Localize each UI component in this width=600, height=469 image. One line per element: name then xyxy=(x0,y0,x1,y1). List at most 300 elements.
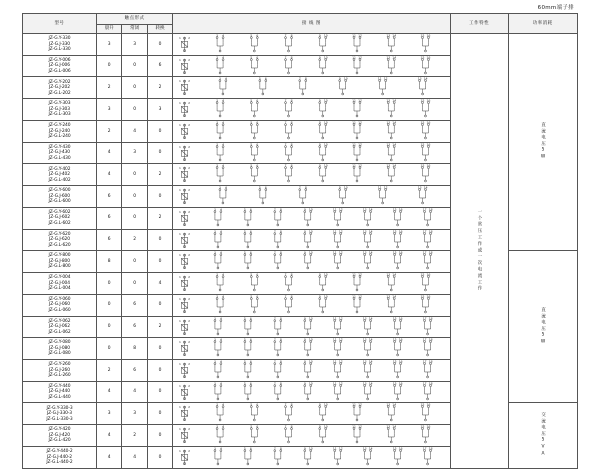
svg-text:1: 1 xyxy=(179,35,182,40)
cell-contact-mid: 0 xyxy=(122,273,147,295)
wiring-diagram xyxy=(173,99,449,120)
svg-text:10: 10 xyxy=(309,207,313,212)
header-row-1 xyxy=(23,14,578,25)
svg-text:3: 3 xyxy=(219,77,222,81)
svg-text:14: 14 xyxy=(392,34,397,38)
model-code: JZ-G.Y-440 xyxy=(48,383,71,389)
model-code: JZ-G.L-602 xyxy=(48,220,71,226)
svg-text:7: 7 xyxy=(274,446,277,451)
svg-text:13: 13 xyxy=(386,273,391,277)
model-code: JZ-G.Y-440-2 xyxy=(46,449,73,455)
wiring-diagram xyxy=(173,382,449,403)
svg-text:11: 11 xyxy=(352,164,357,168)
model-code: JZ-G.Y-602 xyxy=(48,209,71,215)
svg-text:13: 13 xyxy=(386,34,391,38)
svg-text:8: 8 xyxy=(290,34,293,38)
svg-text:13: 13 xyxy=(386,403,391,407)
svg-text:12: 12 xyxy=(358,164,363,168)
svg-text:14: 14 xyxy=(392,164,397,168)
model-code: JZ-G.Y-260 xyxy=(48,362,71,368)
model-code: JZ-G.J-062 xyxy=(49,324,70,330)
cell-wiring-diagram xyxy=(173,403,450,425)
model-code: JZ-G.L-260 xyxy=(48,373,71,379)
svg-text:8: 8 xyxy=(280,229,283,233)
cell-wiring-diagram xyxy=(173,186,450,208)
svg-text:18: 18 xyxy=(428,229,433,233)
model-code: JZ-G.L-202 xyxy=(48,90,71,96)
cell-contact-down: 0 xyxy=(147,360,172,382)
model-code: JZ-G.L-240 xyxy=(48,134,71,140)
svg-text:2: 2 xyxy=(188,79,191,84)
svg-text:8: 8 xyxy=(305,186,308,190)
model-code: JZ-G.J-440-2 xyxy=(46,454,73,460)
svg-text:13: 13 xyxy=(386,99,391,103)
svg-text:6: 6 xyxy=(250,251,253,255)
cell-contact-down: 0 xyxy=(147,142,172,164)
svg-text:8: 8 xyxy=(290,164,293,168)
svg-text:5: 5 xyxy=(250,120,253,125)
svg-text:18: 18 xyxy=(428,316,433,320)
wiring-diagram xyxy=(173,164,449,185)
svg-text:6: 6 xyxy=(250,316,253,320)
svg-text:16: 16 xyxy=(426,425,431,429)
svg-text:6: 6 xyxy=(250,360,253,364)
svg-text:9: 9 xyxy=(339,77,341,81)
svg-text:15: 15 xyxy=(393,360,397,364)
svg-text:8: 8 xyxy=(290,273,293,277)
svg-text:11: 11 xyxy=(352,425,357,429)
svg-text:7: 7 xyxy=(284,99,287,103)
svg-text:11: 11 xyxy=(352,34,357,38)
svg-text:7: 7 xyxy=(274,381,277,386)
model-code: JZ-G.J-602 xyxy=(49,215,70,221)
svg-text:10: 10 xyxy=(324,164,328,168)
cell-power-consumption: 交流电压5VA xyxy=(508,403,577,468)
cell-contact-mid: 3 xyxy=(122,403,147,425)
svg-text:5: 5 xyxy=(244,316,247,320)
cell-contact-mid: 0 xyxy=(122,99,147,121)
svg-text:2: 2 xyxy=(188,253,191,258)
cell-contact-down: 4 xyxy=(147,273,172,295)
table-row xyxy=(23,34,578,56)
svg-text:10: 10 xyxy=(324,294,328,299)
cell-characteristic: 一个常压工作或一次电流工作 xyxy=(450,34,508,469)
cell-contact-up: 2 xyxy=(96,77,121,99)
svg-text:4: 4 xyxy=(222,55,225,60)
svg-text:12: 12 xyxy=(339,229,343,233)
svg-text:10: 10 xyxy=(324,273,328,277)
svg-text:7: 7 xyxy=(284,425,287,429)
svg-text:11: 11 xyxy=(333,251,337,255)
svg-text:16: 16 xyxy=(426,142,431,146)
svg-text:16: 16 xyxy=(426,34,431,38)
model-code: JZ-G.J-202 xyxy=(49,85,70,91)
model-code: JZ-G.Y-330 xyxy=(48,36,71,42)
cell-contact-down: 2 xyxy=(147,207,172,229)
cell-contact-down: 0 xyxy=(147,403,172,425)
cell-contact-up: 4 xyxy=(96,164,121,186)
cell-contact-mid: 2 xyxy=(122,229,147,251)
svg-text:17: 17 xyxy=(422,360,427,364)
svg-text:14: 14 xyxy=(392,273,397,277)
svg-text:14: 14 xyxy=(369,446,373,451)
svg-text:5: 5 xyxy=(250,99,253,103)
col-header-model: 型号 xyxy=(23,14,97,34)
svg-text:13: 13 xyxy=(386,120,391,125)
svg-text:16: 16 xyxy=(426,403,431,407)
svg-text:7: 7 xyxy=(284,403,287,407)
col-header-power: 功率消耗 xyxy=(508,14,577,34)
svg-text:12: 12 xyxy=(358,55,363,60)
wiring-diagram xyxy=(173,317,449,338)
cell-wiring-diagram xyxy=(173,142,450,164)
svg-text:18: 18 xyxy=(428,381,433,386)
svg-text:3: 3 xyxy=(216,34,219,38)
svg-text:4: 4 xyxy=(220,360,223,364)
wiring-diagram xyxy=(173,425,449,446)
cell-wiring-diagram xyxy=(173,316,450,338)
cell-contact-up: 2 xyxy=(96,360,121,382)
model-code: JZ-G.Y-006 xyxy=(48,57,71,63)
svg-text:14: 14 xyxy=(369,381,373,386)
cell-contact-up: 6 xyxy=(96,186,121,208)
cell-contact-down: 2 xyxy=(147,164,172,186)
svg-text:1: 1 xyxy=(179,427,182,432)
cell-contact-up: 4 xyxy=(96,381,121,403)
svg-text:14: 14 xyxy=(392,142,397,146)
svg-text:4: 4 xyxy=(222,273,225,277)
svg-text:8: 8 xyxy=(280,446,283,451)
svg-text:16: 16 xyxy=(399,360,403,364)
svg-text:5: 5 xyxy=(250,294,253,299)
svg-text:3: 3 xyxy=(216,425,219,429)
svg-text:17: 17 xyxy=(422,316,427,320)
svg-text:2: 2 xyxy=(188,427,191,432)
svg-text:6: 6 xyxy=(250,207,253,212)
cell-contact-mid: 2 xyxy=(122,425,147,447)
svg-text:7: 7 xyxy=(284,273,287,277)
svg-text:5: 5 xyxy=(244,360,247,364)
svg-text:12: 12 xyxy=(358,403,363,407)
model-code: JZ-G.L-600 xyxy=(48,199,71,205)
svg-text:17: 17 xyxy=(422,381,427,386)
table-head xyxy=(23,14,578,34)
cell-contact-mid: 0 xyxy=(122,186,147,208)
model-code: JZ-G.L-620 xyxy=(48,242,71,248)
svg-text:7: 7 xyxy=(274,316,277,320)
cell-wiring-diagram xyxy=(173,55,450,77)
svg-text:15: 15 xyxy=(420,403,425,407)
svg-text:16: 16 xyxy=(399,316,403,320)
cell-power-consumption: 直流电压5W xyxy=(508,34,577,251)
svg-text:9: 9 xyxy=(304,207,307,212)
svg-text:2: 2 xyxy=(188,318,191,323)
svg-text:7: 7 xyxy=(299,186,302,190)
svg-text:14: 14 xyxy=(423,186,428,190)
svg-text:2: 2 xyxy=(188,296,191,301)
cell-contact-mid: 3 xyxy=(122,142,147,164)
svg-text:12: 12 xyxy=(384,186,388,190)
svg-text:17: 17 xyxy=(422,251,427,255)
wiring-diagram xyxy=(173,360,449,381)
cell-contact-down: 0 xyxy=(147,120,172,142)
svg-text:10: 10 xyxy=(309,360,313,364)
svg-text:16: 16 xyxy=(426,55,431,60)
svg-text:3: 3 xyxy=(216,294,219,299)
svg-text:1: 1 xyxy=(179,383,182,388)
model-code: JZ-G.Y-202 xyxy=(48,79,71,85)
cell-wiring-diagram xyxy=(173,273,450,295)
svg-text:5: 5 xyxy=(244,207,247,212)
svg-text:8: 8 xyxy=(290,403,293,407)
svg-text:12: 12 xyxy=(339,381,343,386)
model-code: JZ-G.L-330-3 xyxy=(46,416,73,422)
svg-text:12: 12 xyxy=(358,99,363,103)
svg-text:6: 6 xyxy=(265,186,268,190)
wiring-diagram xyxy=(173,77,449,98)
wiring-diagram xyxy=(173,143,449,164)
svg-text:4: 4 xyxy=(220,381,223,386)
svg-text:16: 16 xyxy=(426,164,431,168)
svg-text:15: 15 xyxy=(393,381,397,386)
svg-text:1: 1 xyxy=(179,448,182,453)
svg-text:1: 1 xyxy=(179,318,182,323)
svg-text:11: 11 xyxy=(378,77,382,81)
svg-text:4: 4 xyxy=(222,294,225,299)
model-code: JZ-G.Y-420 xyxy=(48,427,71,433)
model-code: JZ-G.J-330 xyxy=(49,41,70,47)
wiring-diagram xyxy=(173,208,449,229)
svg-text:4: 4 xyxy=(220,316,223,320)
cell-model xyxy=(23,120,97,142)
cell-model xyxy=(23,229,97,251)
cell-contact-mid: 0 xyxy=(122,77,147,99)
svg-text:11: 11 xyxy=(333,381,337,386)
model-code: JZ-G.Y-430 xyxy=(48,144,71,150)
svg-text:3: 3 xyxy=(216,142,219,146)
cell-wiring-diagram xyxy=(173,446,450,468)
svg-text:10: 10 xyxy=(344,186,348,190)
col-header-mid: 常闭 xyxy=(122,25,147,34)
svg-text:2: 2 xyxy=(188,35,191,40)
svg-text:12: 12 xyxy=(358,120,363,125)
svg-text:15: 15 xyxy=(420,164,425,168)
model-code: JZ-G.J-330-3 xyxy=(46,411,73,417)
svg-text:18: 18 xyxy=(428,360,433,364)
svg-text:4: 4 xyxy=(222,142,225,146)
cell-model xyxy=(23,207,97,229)
model-code: JZ-G.J-060 xyxy=(49,302,70,308)
svg-text:3: 3 xyxy=(214,338,217,342)
svg-text:6: 6 xyxy=(256,55,259,60)
svg-text:12: 12 xyxy=(358,294,363,299)
svg-text:3: 3 xyxy=(216,99,219,103)
svg-text:10: 10 xyxy=(324,425,328,429)
cell-contact-up: 0 xyxy=(96,55,121,77)
svg-text:15: 15 xyxy=(393,251,397,255)
svg-text:4: 4 xyxy=(222,164,225,168)
svg-text:5: 5 xyxy=(259,186,262,190)
cell-contact-down: 0 xyxy=(147,186,172,208)
svg-text:1: 1 xyxy=(179,253,182,258)
svg-text:12: 12 xyxy=(339,207,343,212)
svg-text:16: 16 xyxy=(399,381,403,386)
svg-text:4: 4 xyxy=(222,34,225,38)
svg-text:11: 11 xyxy=(352,294,357,299)
svg-text:18: 18 xyxy=(428,446,433,451)
svg-text:11: 11 xyxy=(333,316,337,320)
svg-text:8: 8 xyxy=(290,425,293,429)
svg-text:7: 7 xyxy=(299,77,302,81)
svg-text:1: 1 xyxy=(179,57,182,62)
svg-text:7: 7 xyxy=(274,338,277,342)
svg-text:8: 8 xyxy=(305,77,308,81)
cell-model xyxy=(23,34,97,56)
svg-text:16: 16 xyxy=(399,229,403,233)
svg-text:3: 3 xyxy=(216,164,219,168)
svg-text:11: 11 xyxy=(333,338,337,342)
svg-text:13: 13 xyxy=(363,446,367,451)
svg-text:2: 2 xyxy=(188,274,191,279)
svg-text:1: 1 xyxy=(179,274,182,279)
svg-text:7: 7 xyxy=(284,294,287,299)
svg-text:5: 5 xyxy=(250,403,253,407)
cell-contact-mid: 4 xyxy=(122,381,147,403)
svg-text:11: 11 xyxy=(352,99,357,103)
svg-text:17: 17 xyxy=(422,338,427,342)
cell-model xyxy=(23,142,97,164)
svg-text:8: 8 xyxy=(290,120,293,125)
svg-text:6: 6 xyxy=(256,273,259,277)
svg-text:14: 14 xyxy=(392,99,397,103)
svg-text:8: 8 xyxy=(290,142,293,146)
cell-contact-up: 4 xyxy=(96,142,121,164)
svg-text:18: 18 xyxy=(428,207,433,212)
svg-text:10: 10 xyxy=(309,229,313,233)
model-code: JZ-G.L-062 xyxy=(48,329,71,335)
svg-text:12: 12 xyxy=(339,446,343,451)
svg-text:5: 5 xyxy=(250,425,253,429)
svg-text:13: 13 xyxy=(363,229,367,233)
svg-text:16: 16 xyxy=(399,251,403,255)
svg-text:15: 15 xyxy=(393,229,397,233)
svg-text:7: 7 xyxy=(284,34,287,38)
svg-text:10: 10 xyxy=(309,381,313,386)
svg-text:8: 8 xyxy=(280,316,283,320)
svg-text:9: 9 xyxy=(319,55,322,60)
svg-text:9: 9 xyxy=(319,99,322,103)
cell-contact-down: 0 xyxy=(147,294,172,316)
svg-text:10: 10 xyxy=(324,34,328,38)
svg-text:12: 12 xyxy=(358,273,363,277)
cell-contact-mid: 0 xyxy=(122,207,147,229)
svg-text:12: 12 xyxy=(358,34,363,38)
model-code: JZ-G.Y-060 xyxy=(48,296,71,302)
wiring-diagram xyxy=(173,447,449,468)
cell-model xyxy=(23,55,97,77)
svg-text:16: 16 xyxy=(426,120,431,125)
svg-text:6: 6 xyxy=(250,338,253,342)
cell-contact-up: 3 xyxy=(96,403,121,425)
cell-contact-up: 3 xyxy=(96,99,121,121)
cell-contact-up: 6 xyxy=(96,229,121,251)
model-code: JZ-G.L-402 xyxy=(48,177,71,183)
model-code: JZ-G.L-006 xyxy=(48,68,71,74)
cell-contact-mid: 8 xyxy=(122,338,147,360)
svg-text:16: 16 xyxy=(399,338,403,342)
svg-text:18: 18 xyxy=(428,251,433,255)
cell-contact-mid: 0 xyxy=(122,251,147,273)
svg-text:10: 10 xyxy=(324,120,328,125)
cell-model xyxy=(23,164,97,186)
model-code: JZ-G.J-006 xyxy=(49,63,70,69)
svg-text:11: 11 xyxy=(333,360,337,364)
svg-text:5: 5 xyxy=(244,446,247,451)
svg-text:1: 1 xyxy=(179,340,182,345)
model-code: JZ-G.L-430 xyxy=(48,155,71,161)
svg-text:4: 4 xyxy=(225,186,228,190)
svg-text:3: 3 xyxy=(214,446,217,451)
svg-text:11: 11 xyxy=(352,120,357,125)
wiring-diagram xyxy=(173,230,449,251)
svg-text:8: 8 xyxy=(290,99,293,103)
svg-text:6: 6 xyxy=(250,229,253,233)
page-header-note: 60mm端子排 xyxy=(537,5,574,11)
svg-text:3: 3 xyxy=(216,55,219,60)
cell-contact-down: 0 xyxy=(147,425,172,447)
svg-text:2: 2 xyxy=(188,340,191,345)
col-header-diagram: 接 线 图 xyxy=(173,14,450,34)
cell-contact-up: 0 xyxy=(96,338,121,360)
cell-model xyxy=(23,425,97,447)
cell-contact-up: 2 xyxy=(96,120,121,142)
svg-text:2: 2 xyxy=(188,383,191,388)
svg-text:6: 6 xyxy=(250,381,253,386)
cell-wiring-diagram xyxy=(173,251,450,273)
cell-contact-mid: 0 xyxy=(122,164,147,186)
svg-text:14: 14 xyxy=(369,229,373,233)
svg-text:7: 7 xyxy=(274,207,277,212)
svg-text:9: 9 xyxy=(319,273,322,277)
cell-contact-down: 2 xyxy=(147,77,172,99)
model-code: JZ-G.L-060 xyxy=(48,307,71,313)
svg-text:11: 11 xyxy=(378,186,382,190)
svg-text:16: 16 xyxy=(426,99,431,103)
cell-contact-down: 2 xyxy=(147,316,172,338)
cell-contact-down: 0 xyxy=(147,229,172,251)
model-code: JZ-G.J-440 xyxy=(49,389,70,395)
svg-text:15: 15 xyxy=(420,294,425,299)
svg-text:10: 10 xyxy=(324,55,328,60)
model-code: JZ-G.Y-330-3 xyxy=(46,405,73,411)
svg-text:14: 14 xyxy=(392,55,397,60)
svg-text:9: 9 xyxy=(319,425,322,429)
svg-text:4: 4 xyxy=(222,425,225,429)
svg-text:6: 6 xyxy=(256,99,259,103)
wiring-diagram xyxy=(173,251,449,272)
cell-contact-up: 0 xyxy=(96,273,121,295)
svg-text:11: 11 xyxy=(333,229,337,233)
svg-text:10: 10 xyxy=(309,338,313,342)
svg-text:3: 3 xyxy=(214,229,217,233)
svg-text:9: 9 xyxy=(304,316,307,320)
cell-wiring-diagram xyxy=(173,360,450,382)
svg-text:10: 10 xyxy=(324,99,328,103)
svg-text:8: 8 xyxy=(280,207,283,212)
model-code: JZ-G.J-260 xyxy=(49,367,70,373)
model-code: JZ-G.L-440-2 xyxy=(46,460,73,466)
cell-model xyxy=(23,273,97,295)
